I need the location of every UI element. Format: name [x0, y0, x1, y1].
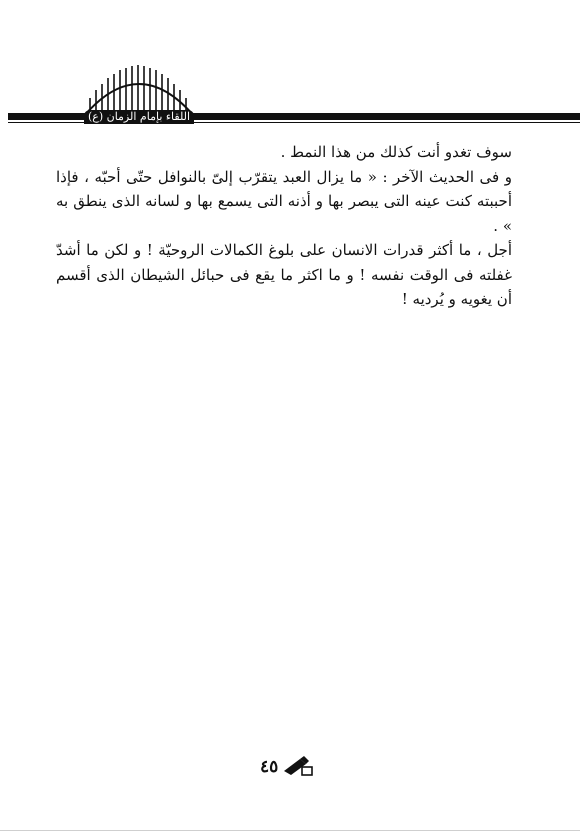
paragraph-1: سوف تغدو أنت كذلك من هذا النمط .: [280, 143, 512, 161]
page-edge: [0, 830, 580, 831]
pen-icon: [282, 755, 314, 777]
arch-ornament-icon: [80, 56, 198, 118]
page-footer: [260, 755, 320, 779]
paragraph-3: أجل ، ما أكثر قدرات الانسان على بلوغ الكمالات الروحيّة ! و لكن ما أشدّ غفلته فى الوقت نفسه ! و ما اكثر ما يقع فى حبائل الشيطان الذى أقسم أن يغويه و يُرديه !: [56, 241, 512, 308]
paragraph-2: و فى الحديث الآخر : « ما يزال العبد يتقرّب إلىّ بالنوافل حتّى أحبّه ، فإذا أحببته كنت عينه التى يبصر بها و أذنه التى يسمع بها و لسانه الذى ينطق به » .: [56, 167, 512, 235]
body-text: [56, 140, 512, 312]
running-title: اللقاء بإمام الزمان (ع): [84, 110, 194, 124]
page-number: ٤٥: [260, 757, 279, 777]
